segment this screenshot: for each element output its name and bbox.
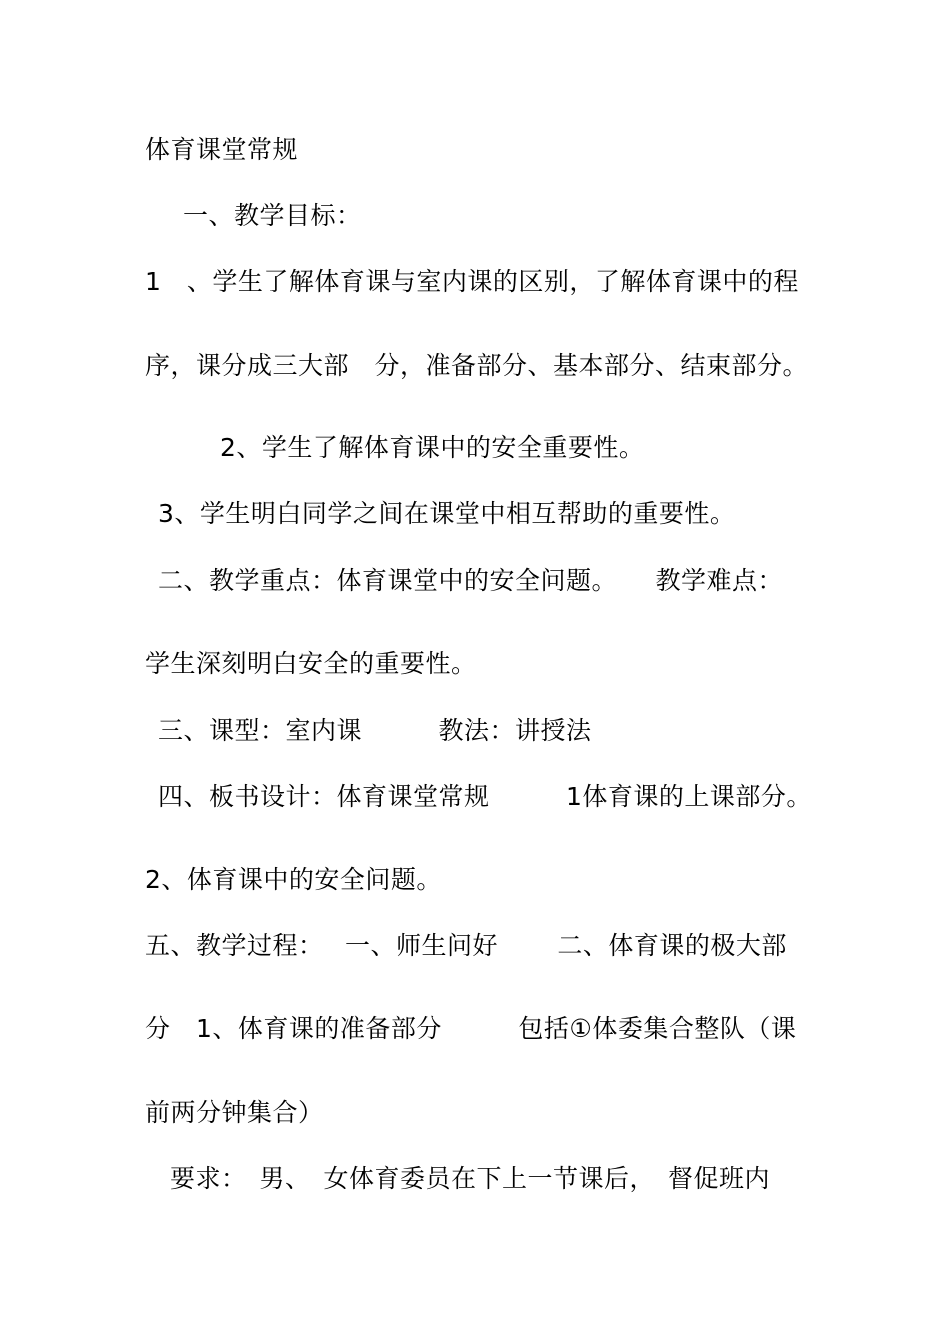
paragraph-line: 学生深刻明白安全的重要性。 <box>145 649 477 678</box>
paragraph-line: 分 1、体育课的准备部分 包括①体委集合整队（课 <box>145 1014 797 1043</box>
paragraph-line: 1 、学生了解体育课与室内课的区别，了解体育课中的程 <box>145 267 799 296</box>
paragraph-line: 序，课分成三大部 分，准备部分、基本部分、结束部分。 <box>145 351 809 380</box>
section-heading-board-design: 四、板书设计：体育课堂常规 1体育课的上课部分。 <box>158 782 812 811</box>
paragraph-line: 前两分钟集合） <box>145 1098 324 1127</box>
paragraph-line: 要求： 男、 女体育委员在下上一节课后， 督促班内 <box>170 1164 771 1193</box>
paragraph-line: 3、学生明白同学之间在课堂中相互帮助的重要性。 <box>158 499 736 528</box>
document-title: 体育课堂常规 <box>145 135 299 164</box>
section-heading-objectives: 一、教学目标： <box>183 201 362 230</box>
section-heading-key-points: 二、教学重点：体育课堂中的安全问题。 教学难点： <box>158 566 784 595</box>
paragraph-line: 2、体育课中的安全问题。 <box>145 865 442 894</box>
section-heading-lesson-type: 三、课型：室内课 教法：讲授法 <box>158 716 592 745</box>
paragraph-line: 2、学生了解体育课中的安全重要性。 <box>220 433 645 462</box>
section-heading-process: 五、教学过程： 一、师生问好 二、体育课的极大部 <box>145 931 787 960</box>
